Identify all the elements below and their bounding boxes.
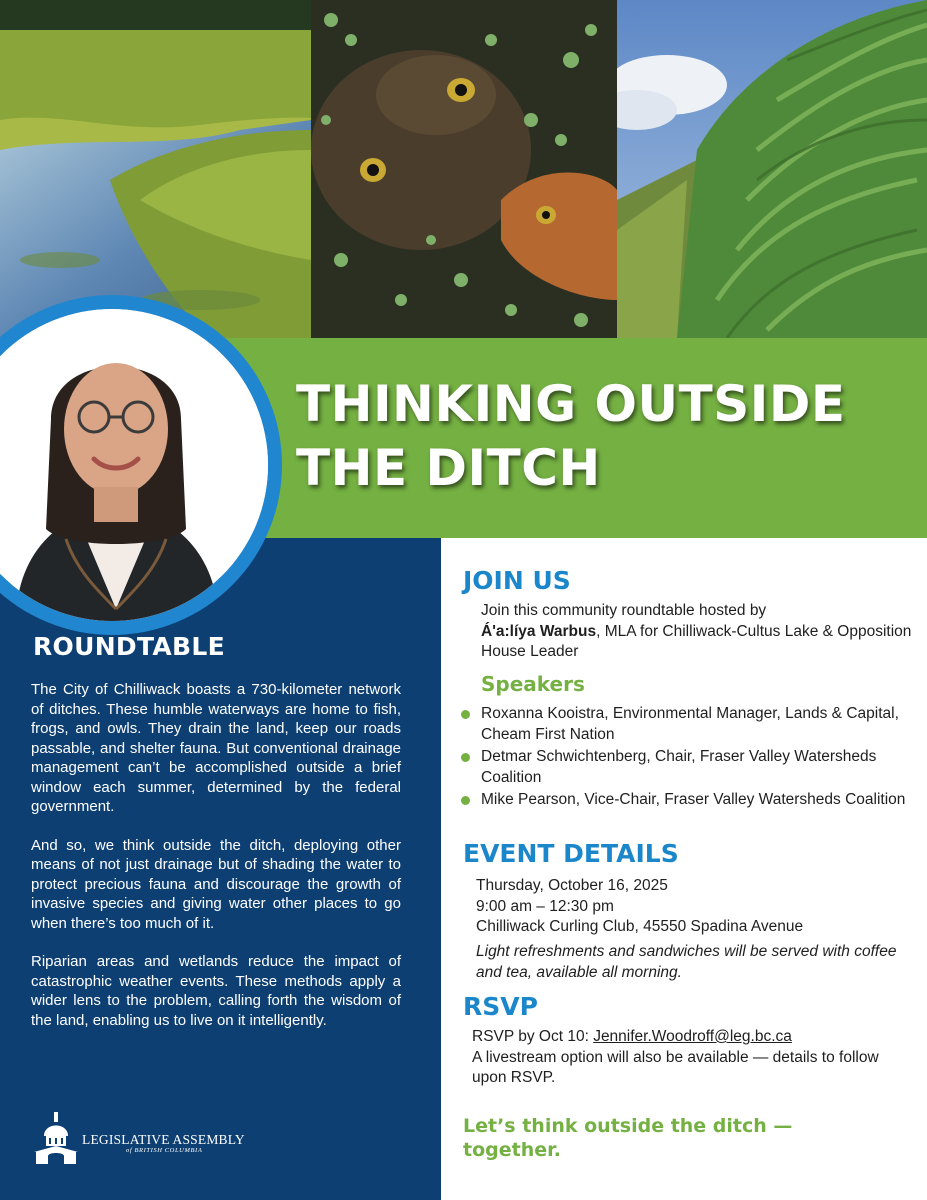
logo-line-2: of BRITISH COLUMBIA	[126, 1147, 203, 1154]
roundtable-paragraph-1: The City of Chilliwack boasts a 730-kilometer network of ditches. These humble waterways are home to fish, frogs, and owls. They drain the land, keep our roads passable, and shelter fauna. But conventional drainage management can’t be accomplished outside a brief window each summer, determined by the federal government.	[31, 681, 401, 815]
speaker-text: Mike Pearson, Vice-Chair, Fraser Valley Watersheds Coalition	[481, 791, 906, 808]
join-intro: Join this community roundtable hosted by	[481, 602, 767, 619]
join-us-text	[481, 601, 921, 663]
speaker-text: Roxanna Kooistra, Environmental Manager, Lands & Capital, Cheam First Nation	[481, 705, 899, 743]
wetland-stream-photo	[0, 0, 311, 338]
speakers-heading: Speakers	[481, 672, 585, 696]
event-time: 9:00 am – 12:30 pm	[476, 897, 614, 915]
bullet-dot-icon	[461, 710, 470, 719]
speaker-item	[461, 790, 921, 811]
rsvp-text	[472, 1027, 912, 1089]
details-column	[441, 538, 927, 1200]
closing-tagline: Let’s think outside the ditch — together.	[463, 1115, 793, 1161]
speakers-list	[461, 704, 921, 813]
cornfield-ditch-photo	[617, 0, 927, 338]
host-name: Á'a:líya Warbus	[481, 622, 597, 640]
event-details-heading: EVENT DETAILS	[463, 839, 679, 868]
event-details-text	[476, 876, 916, 938]
title-line-2: THE DITCH	[296, 439, 601, 497]
livestream-note: A livestream option will also be available — details to follow upon RSVP.	[472, 1048, 879, 1086]
frogs-in-water-photo	[311, 0, 617, 338]
rsvp-heading: RSVP	[463, 992, 538, 1021]
parliament-dome-icon	[34, 1112, 78, 1166]
event-location: Chilliwack Curling Club, 45550 Spadina Avenue	[476, 918, 804, 935]
bullet-dot-icon	[461, 753, 470, 762]
roundtable-paragraph-2: And so, we think outside the ditch, deploying other means of not just drainage but of shading the water to protect precious fauna and discourage the growth of invasive species and giving water other places to go when there’s too much of it.	[31, 836, 401, 932]
rsvp-prefix: RSVP by Oct 10:	[472, 1028, 594, 1045]
rsvp-email-link[interactable]: Jennifer.Woodroff@leg.bc.ca	[593, 1028, 792, 1045]
host-role: , MLA for Chilliwack-Cultus Lake & Opposition House Leader	[481, 622, 912, 660]
join-us-heading: JOIN US	[463, 566, 571, 595]
speaker-text: Detmar Schwichtenberg, Chair, Fraser Valley Watersheds Coalition	[481, 748, 877, 786]
speaker-item	[461, 704, 921, 745]
page-title	[296, 372, 921, 500]
title-line-1: THINKING OUTSIDE	[296, 375, 846, 433]
roundtable-heading: ROUNDTABLE	[33, 632, 226, 661]
legislative-assembly-logo	[34, 1110, 294, 1170]
logo-line-1: LEGISLATIVE ASSEMBLY	[82, 1132, 245, 1147]
event-refreshments-note: Light refreshments and sandwiches will be served with coffee and tea, available all morning.	[476, 943, 897, 981]
event-date: Thursday, October 16, 2025	[476, 877, 668, 894]
bullet-dot-icon	[461, 796, 470, 805]
speaker-item	[461, 747, 921, 788]
roundtable-body	[31, 680, 401, 1049]
roundtable-paragraph-3: Riparian areas and wetlands reduce the impact of catastrophic weather events. These methods apply a wider lens to the problem, calling forth the wisdom of the land, enabling us to live on it intelligently.	[31, 953, 401, 1029]
